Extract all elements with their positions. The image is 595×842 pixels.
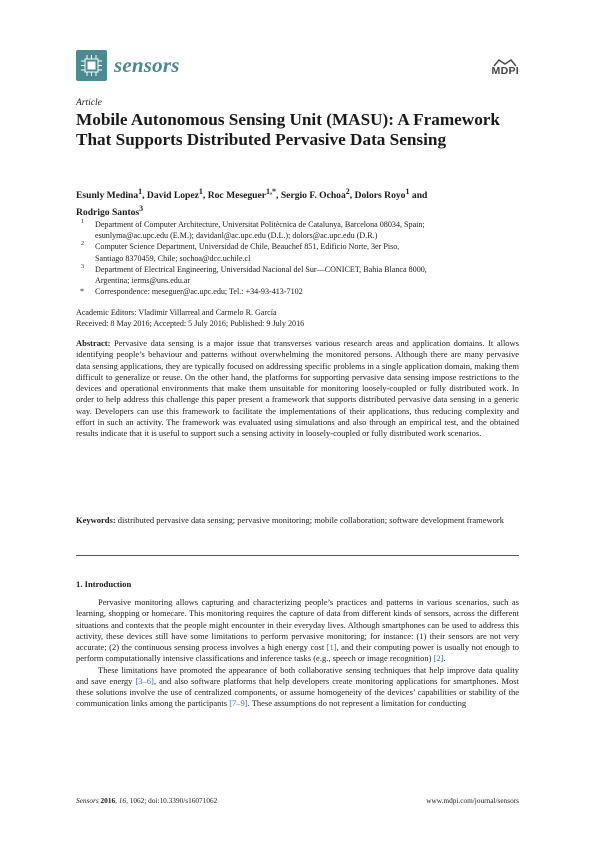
affiliation-mark: 1: [81, 219, 84, 225]
abstract: [76, 338, 519, 440]
affiliation-item: [76, 241, 521, 263]
author-name: Dolors Royo: [354, 190, 406, 202]
author-affil: 1,*: [266, 187, 277, 196]
author-name: Sergio F. Ochoa: [280, 190, 346, 202]
author-conjunction: and: [411, 190, 428, 202]
journal-logo-icon: [76, 50, 107, 81]
section-heading: 1. Introduction: [76, 579, 132, 589]
paper-title: Mobile Autonomous Sensing Unit (MASU): A Framework That Supports Distributed Pervasive Data Sensing: [76, 110, 500, 149]
academic-editors: Academic Editors: Vladimir Villarreal and Carmelo R. García: [76, 308, 277, 317]
author-affil: 3: [139, 203, 144, 213]
author-affil: 1: [138, 187, 143, 196]
keywords: [76, 515, 519, 526]
affiliation-line: Department of Computer Architecture, Universitat Politècnica de Catalunya, Barcelona 08034, Spain;: [95, 220, 425, 229]
keywords-text: distributed pervasive data sensing; pervasive monitoring; mobile collaboration; software development framework: [117, 515, 504, 525]
footer-citation: Sensors 2016, 16, 1062; doi:10.3390/s16071062: [76, 796, 218, 805]
affiliation-line: Argentina; ierms@uns.edu.ar: [95, 276, 191, 286]
correspondence-item: [76, 286, 521, 297]
citation-link[interactable]: [2]: [433, 653, 444, 664]
author-name: Rodrigo Santos: [76, 206, 140, 218]
author-name: Esunly Medina: [76, 190, 139, 202]
section-divider: [76, 555, 519, 556]
affiliation-line: esunlyma@ac.upc.edu (E.M.); davidanl@ac.upc.edu (D.L.); dolors@ac.upc.edu (D.R.): [95, 231, 378, 241]
journal-header: [76, 50, 519, 90]
author-list: Esunly Medina$^1$, David Lopez$^1$, Roc Meseguer$^{1,*}$, Sergio F. Ochoa$^2$, Dolors Royo$^1$ and Rodrigo Santos$^3$: [76, 187, 428, 218]
journal-logo: [76, 50, 180, 81]
publisher-name: MDPI: [491, 65, 519, 77]
correspondence-mark: *: [80, 287, 85, 297]
citation-link[interactable]: [1]: [326, 642, 337, 652]
affiliation-line: Santiago 8370459, Chile; sochoa@dcc.uchile.cl: [95, 253, 251, 263]
publisher-logo: [492, 58, 519, 77]
page-footer: [76, 796, 519, 805]
abstract-label: Abstract:: [76, 338, 111, 348]
footer-url[interactable]: www.mdpi.com/journal/sensors: [426, 796, 519, 805]
keywords-label: Keywords:: [76, 515, 116, 525]
affiliation-item: [76, 219, 521, 241]
author-affil: 1: [405, 187, 410, 196]
author-name: Roc Meseguer: [207, 190, 267, 202]
author-name: David Lopez: [146, 190, 199, 202]
author-affil: 1: [198, 187, 203, 196]
citation-link[interactable]: [7–9]: [229, 698, 248, 709]
paragraph: Pervasive monitoring allows capturing and characterizing people’s practices and patterns in various scenarios, such as learning, shopping or homecare. This monitoring requires the capture of data from different kinds of sensors, across the different situations and contexts that the people might encounter in their everyday lives. Although smartphones can be used to address this activity, these devices still have some limitations to perform pervasive monitoring; for instance: (1) their sensors are not very accurate; (2) the continuous sensing process involves a high energy cost [1], and their computing power is usually not enough to perform computationally intensive classifications and inference tasks (e.g., speech or image recognition) [2].: [76, 597, 519, 664]
publication-dates: Received: 8 May 2016; Accepted: 5 July 2016; Published: 9 July 2016: [76, 319, 305, 329]
correspondence-line: Correspondence: meseguer@ac.upc.edu; Tel.: +34-93-413-7102: [95, 287, 303, 297]
citation-link[interactable]: [3–6]: [135, 675, 154, 686]
affiliation-mark: 2: [81, 241, 84, 248]
affiliation-mark: 3: [81, 263, 84, 270]
affiliation-item: [76, 264, 521, 286]
article-type: Article: [76, 98, 102, 108]
affiliation-line: Department of Electrical Engineering, Universidad Nacional del Sur—CONICET, Bahia Blanca 8000,: [95, 264, 427, 274]
paragraph: These limitations have promoted the appearance of both collaborative sensing techniques that help improve data quality and save energy [3–6], and also software platforms that help developers create monitoring applications for smartphones. Most these solutions involve the use of centralized components, or assume homogeneity of the devices’ capabilities or stability of the communication links among the participants [7–9]. These assumptions do not represent a limitation for conducting: [76, 664, 519, 709]
author-affil: 2: [345, 187, 350, 196]
journal-name: sensors: [114, 53, 180, 77]
affiliation-line: Computer Science Department, Universidad de Chile, Beauchef 851, Edificio Norte, 3er Piso,: [95, 242, 400, 252]
affiliation-list: [76, 219, 521, 297]
article-meta: [76, 307, 521, 329]
abstract-text: Pervasive data sensing is a major issue that transverses various research areas and application domains. It allows identifying people’s behaviour and patterns without overwhelming the monitored persons. Although there are many pervasive data sensing applications, they are typically focused on addressing specific problems in a single application domain, making them difficult to generalize or reuse. On the other hand, the platforms for supporting pervasive data sensing impose restrictions to the devices and operational environments that make them unsuitable for monitoring loosely-coupled or fully distributed work. In order to help address this challenge this paper present a framework that supports distributed pervasive data sensing in a generic way. Developers can use this framework to facilitate the implementations of their applications, thus reducing complexity and effort in such an activity. The framework was evaluated using simulations and also through an empirical test, and the obtained results indicate that it is useful to support such a sensing activity in loosely-coupled or fully distributed work scenarios.: [76, 338, 520, 439]
body-text: [76, 597, 519, 710]
